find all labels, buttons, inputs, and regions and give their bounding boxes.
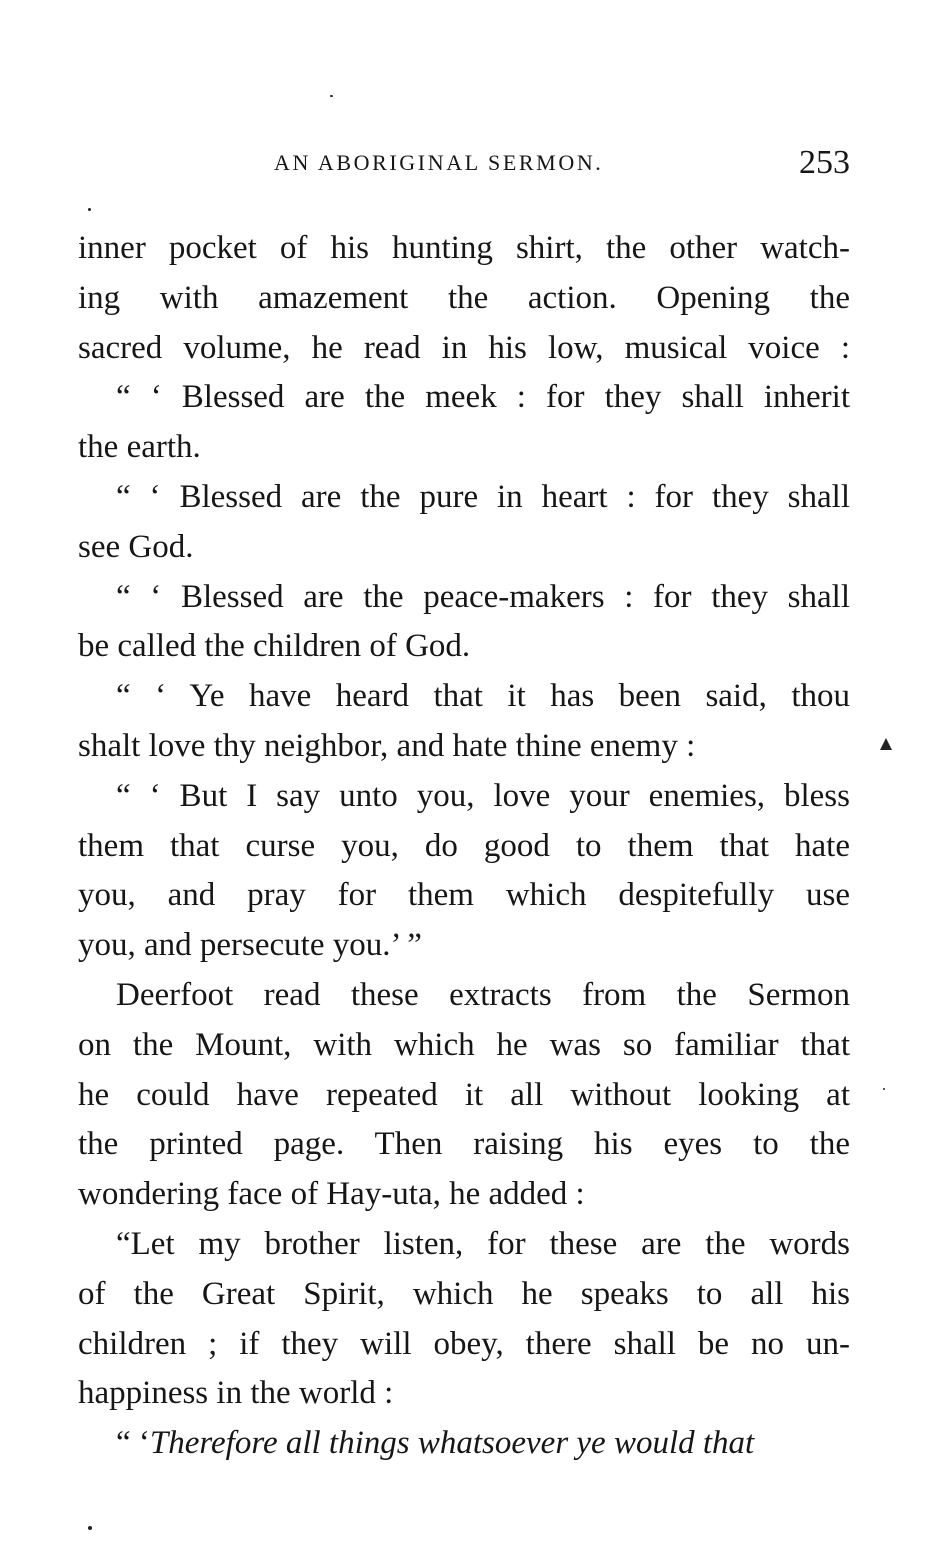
text-line: the earth. bbox=[78, 429, 201, 466]
text-line: ing with amazement the action. Opening the bbox=[78, 279, 850, 316]
text-line: see God. bbox=[78, 528, 194, 565]
paragraph-beatitude-meek bbox=[78, 373, 850, 473]
body-text bbox=[78, 224, 850, 1469]
text-line: “Let my brother listen, for these are the words bbox=[116, 1225, 850, 1262]
text-line: “ ‘ Ye have heard that it has been said, thou bbox=[116, 678, 850, 715]
text-line: shalt love thy neighbor, and hate thine enemy : bbox=[78, 727, 696, 764]
paragraph-deerfoot-read bbox=[78, 971, 850, 1220]
text-line: the printed page. Then raising his eyes to the bbox=[78, 1126, 850, 1163]
text-line: he could have repeated it all without looking at bbox=[78, 1076, 850, 1113]
paragraph-beatitude-pure bbox=[78, 473, 850, 573]
paragraph-let-my-brother bbox=[78, 1220, 850, 1419]
text-line: sacred volume, he read in his low, musical voice : bbox=[78, 329, 850, 366]
text-line: “ ‘ But I say unto you, love your enemies, bless bbox=[116, 777, 850, 814]
paragraph-golden-rule bbox=[78, 1419, 850, 1469]
margin-mark-icon bbox=[880, 738, 892, 750]
italic-quote: Therefore all things whatsoever ye would that bbox=[149, 1425, 755, 1462]
text-line: “ ‘ Blessed are the peace-makers : for they shall bbox=[116, 578, 850, 615]
scan-speck bbox=[88, 1526, 92, 1530]
quote-open: “ ‘ bbox=[116, 1425, 150, 1462]
text-line: on the Mount, with which he was so familiar that bbox=[78, 1026, 850, 1063]
scan-speck bbox=[883, 1088, 885, 1090]
text-line: of the Great Spirit, which he speaks to all his bbox=[78, 1275, 850, 1312]
text-line: inner pocket of his hunting shirt, the other watch- bbox=[78, 230, 850, 266]
text-line bbox=[78, 1419, 850, 1469]
text-line: you, and pray for them which despitefully use bbox=[78, 877, 850, 914]
paragraph-love-enemies bbox=[78, 772, 850, 971]
paragraph-beatitude-peacemakers bbox=[78, 573, 850, 673]
text-line: children ; if they will obey, there shall be no un- bbox=[78, 1325, 850, 1362]
text-line: happiness in the world : bbox=[78, 1375, 394, 1412]
text-line: you, and persecute you.’ ” bbox=[78, 927, 422, 964]
text-line: “ ‘ Blessed are the pure in heart : for they shall bbox=[116, 478, 850, 515]
text-line: “ ‘ Blessed are the meek : for they shall inherit bbox=[116, 379, 850, 416]
text-line: be called the children of God. bbox=[78, 628, 471, 665]
scan-speck bbox=[88, 208, 91, 211]
text-line: Deerfoot read these extracts from the Sermon bbox=[116, 976, 850, 1013]
paragraph-narration-1 bbox=[78, 224, 850, 373]
running-title: AN ABORIGINAL SERMON. bbox=[274, 150, 604, 175]
scan-speck bbox=[330, 95, 333, 97]
page-header bbox=[78, 146, 850, 186]
text-line: wondering face of Hay-uta, he added : bbox=[78, 1176, 585, 1213]
text-line: them that curse you, do good to them that hate bbox=[78, 827, 850, 864]
paragraph-ye-have-heard bbox=[78, 672, 850, 772]
page-number: 253 bbox=[799, 144, 850, 181]
